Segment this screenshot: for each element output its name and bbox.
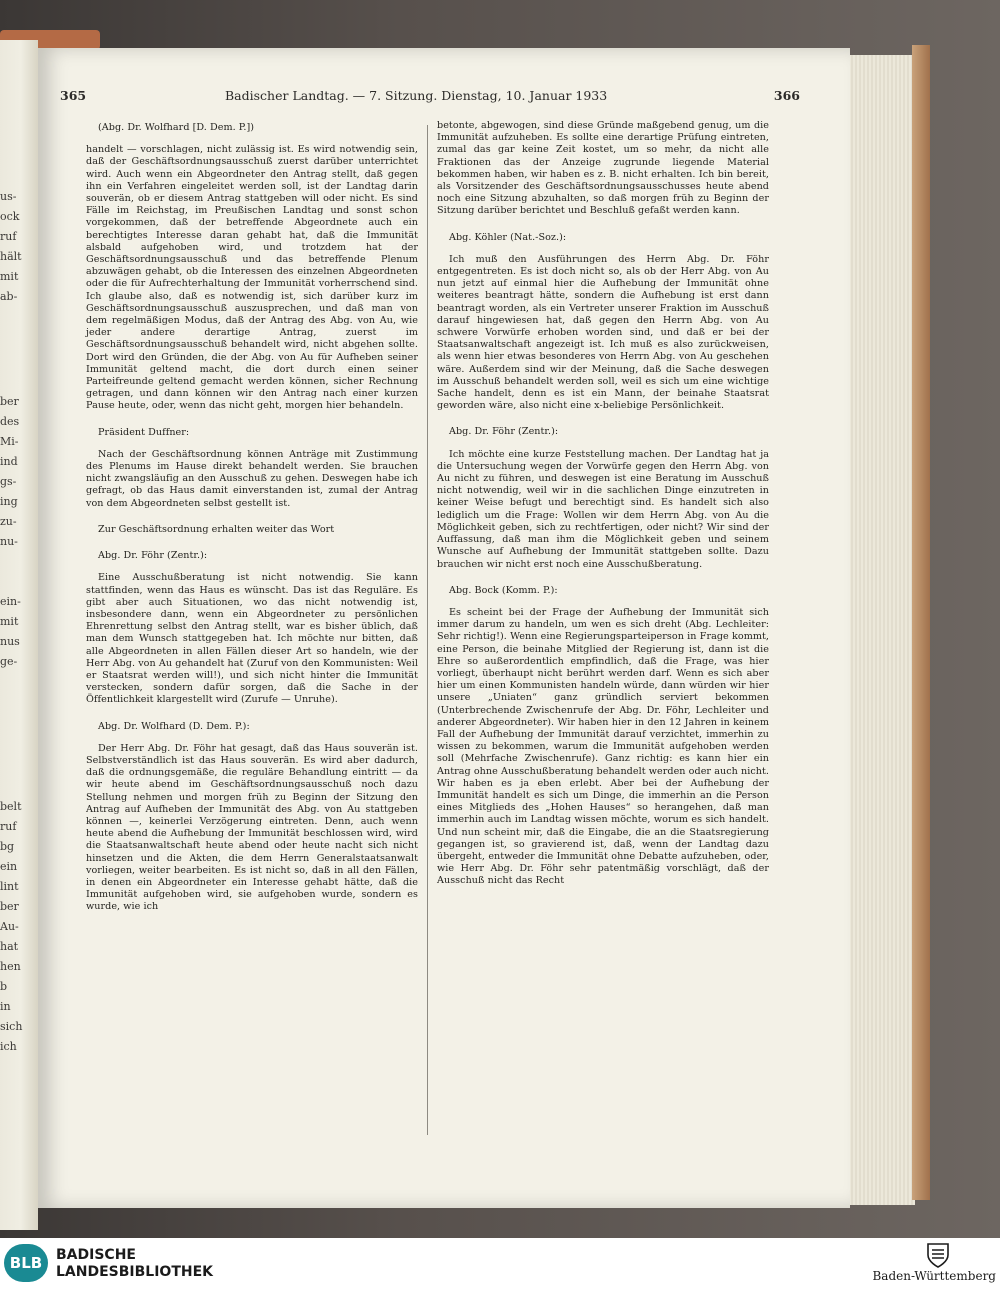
left-margin-fragment: ich [0, 1040, 17, 1053]
left-margin-fragment: sich [0, 1020, 23, 1033]
left-margin-fragment: belt [0, 800, 22, 813]
coat-of-arms-icon [925, 1241, 951, 1269]
left-margin-fragment: hen [0, 960, 21, 973]
left-margin-fragment: nus [0, 635, 20, 648]
left-margin-fragment: in [0, 1000, 11, 1013]
paragraph: Eine Ausschußberatung ist nicht notwendig. Sie kann stattfinden, wenn das Haus es wünscht. Das ist das Reguläre. Es gibt aber auch Situationen, wo das nicht notwendig ist, insbesondere dann, wenn ein Abgeordneter zu persönlichen Ehrenrettung selbst den Antrag stellt, war es bisher üblich, daß man dem Wunsch stattgegeben hat. Ich möchte nur bitten, daß alle Abgeordneten in allen Fällen dieser Art so handeln, wie der Herr Abg. von Au gehandelt hat (Zuruf von den Kommunisten: Weil er Staatsrat werden will!), und sich nicht hinter die Immunität verstecken, sondern dafür sorgen, daß die Sache in der Öffentlichkeit klargestellt wird (Zurufe — Unruhe). [86, 572, 418, 706]
page-header [60, 88, 800, 106]
paragraph: handelt — vorschlagen, nicht zulässig ist. Es wird notwendig sein, daß der Geschäftsordnungsausschuß zuerst darüber unterrichtet wird. Auch wenn ein Abgeordneter den Antrag stellt, daß gegen ihn ein Verfahren eingeleitet werden soll, ist der Landtag darin souverän, ob er diesem Antrag stattgeben will oder nicht. Es sind Fälle im Reichstag, im Preußischen Landtag und sonst schon vorgekommen, daß der betreffende Abgeordnete auch ein berechtigtes Interesse daran gehabt hat, daß die Immunität alsbald aufgehoben wird, und trotzdem hat der Geschäftsordnungsausschuß und das betreffende Plenum abzuwägen gehabt, ob die Interessen des einzelnen Abgeordneten oder die für Aufrechterhaltung der Immunität vorherrschend sind. Ich glaube also, daß es notwendig ist, sich darüber kurz im Geschäftsordnungsausschuß auszusprechen, und daß man von dem regelmäßigen Modus, daß der Antrag des Abg. von Au, wie jeder andere derartige Antrag, zuerst im Geschäftsordnungsausschuß behandelt wird, nicht abgehen sollte. Dort wird den Gründen, die der Abg. von Au für Aufheben seiner Immunität geltend macht, die dort durch einen seiner Parteifreunde geltend gemacht werden können, sicher Rechnung getragen, und dann können wir den Antrag nach einer kurzen Pause heute, oder, wenn das nicht geht, morgen hier behandeln. [86, 144, 418, 412]
library-name-line1: BADISCHE [56, 1247, 136, 1263]
left-margin-fragment: mit [0, 615, 19, 628]
speaker-heading: Abg. Köhler (Nat.-Soz.): [449, 231, 567, 243]
left-text-column [86, 122, 418, 914]
left-margin-fragment: zu- [0, 515, 17, 528]
left-margin-fragment: ock [0, 210, 20, 223]
paragraph: Es scheint bei der Frage der Aufhebung der Immunität sich immer darum zu handeln, um wen es sich dreht (Abg. Lechleiter: Sehr richtig!). Wenn eine Regierungsparteiperson in Frage kommt, eine Person, die beinahe Mitglied der Regierung ist, dann ist die Ehre so außerordentlich empfindlich, daß die Frage, was hier vorliegt, überhaupt nicht berührt werden darf. Wenn es sich aber hier um einen Kommunisten handeln würde, dann würden wir hier unsere „Uniaten“ ganz gründlich serviert bekommen (Unterbrechende Zwischenrufe der Abg. Dr. Föhr, Lechleiter und anderer Abgeordneter). Wir haben hier in den 12 Jahren in keinem Fall der Aufhebung der Immunität darauf verzichtet, immerhin zu wissen zu bekommen, warum die Immunität aufgehoben werden soll (Mehrfache Zwischenrufe). Ganz richtig: es kann hier ein Antrag ohne Ausschußberatung behandelt werden oder auch nicht. Wir haben es ja eben erlebt. Aber bei der Aufhebung der Immunität handelt es sich um Dinge, die immerhin an die Person eines Mitglieds des „Hohen Hauses“ so herangehen, daß man immerhin auch im Landtag wissen möchte, worum es sich handelt. Und nun scheint mir, daß die Eingabe, die an die Staatsregierung gegangen ist, so gravierend ist, daß, wenn der Landtag dazu übergeht, entweder die Immunität ohne Debatte aufzuheben, oder, wie Herr Abg. Dr. Föhr sehr patentmäßig vorschlägt, daß der Ausschuß nicht das Recht [437, 606, 769, 887]
left-margin-fragment: gs- [0, 475, 17, 488]
left-margin-fragment: hält [0, 250, 22, 263]
left-margin-fragment: b [0, 980, 8, 993]
left-margin-fragment: mit [0, 270, 19, 283]
left-margin-fragment: des [0, 415, 20, 428]
page-number-right: 366 [773, 88, 800, 103]
paragraph: Ich möchte eine kurze Feststellung machen. Der Landtag hat ja die Untersuchung wegen der Vorwürfe gegen den Herrn Abg. von Au nicht zu führen, und deswegen ist eine Beratung im Ausschuß nicht notwendig, weil wir in die sachlichen Dinge einzutreten in keiner Weise befugt und berechtigt sind. Es handelt sich also lediglich um die Frage: Wollen wir dem Herrn Abg. von Au die Möglichkeit geben, sich zu rechtfertigen, oder nicht? Wir sind der Auffassung, daß man ihm die Möglichkeit geben und seinem Wunsche auf Aufhebung der Immunität stattgeben sollte. Dazu brauchen wir nicht erst noch eine Ausschußberatung. [437, 448, 769, 570]
paragraph: betonte, abgewogen, sind diese Gründe maßgebend genug, um die Immunität aufzuheben. Es sollte eine derartige Prüfung eintreten, zumal das gar keine Zeit kostet, um so mehr, da nicht alle Fraktionen das der Anzeige zugrunde liegende Material bekommen haben, wir haben es z. B. nicht erhalten. Ich bin bereit, als Vorsitzender des Geschäftsordnungsausschusses heute abend noch eine Sitzung abzuhalten, so daß morgen früh zu Beginn der Sitzung darüber berichtet und Beschluß gefaßt werden kann. [437, 120, 769, 217]
footer-bar [0, 1238, 1000, 1289]
left-margin-fragment: ein [0, 860, 18, 873]
left-margin-fragment: Au- [0, 920, 19, 933]
left-margin-fragment: ge- [0, 655, 18, 668]
speaker-heading: (Abg. Dr. Wolfhard [D. Dem. P.]) [98, 122, 255, 133]
column-divider [427, 125, 428, 1135]
left-margin-fragment: ind [0, 455, 18, 468]
running-title: Badischer Landtag. — 7. Sitzung. Dienstag, 10. Januar 1933 [225, 88, 608, 103]
left-margin-fragment: ein- [0, 595, 21, 608]
paragraph: Nach der Geschäftsordnung können Anträge mit Zustimmung des Plenums im Hause direkt behandelt werden. Sie brauchen nicht zwangsläufig an den Ausschuß zu gehen. Deswegen habe ich gefragt, ob das Haus damit einverstanden ist, zumal der Antrag von dem Abgeordneten selbst gestellt ist. [86, 448, 418, 509]
right-text-column [437, 120, 769, 888]
speaker-heading: Präsident Duffner: [98, 426, 190, 438]
speaker-heading: Abg. Dr. Föhr (Zentr.): [449, 426, 559, 438]
left-margin-fragment: Mi- [0, 435, 19, 448]
speaker-heading: Zur Geschäftsordnung erhalten weiter das Wort [98, 523, 335, 535]
speaker-heading: Abg. Dr. Föhr (Zentr.): [98, 550, 208, 562]
library-name-line2: LANDESBIBLIOTHEK [56, 1264, 214, 1280]
state-name: Baden-Württemberg [872, 1269, 996, 1283]
page-stack-edges [845, 55, 915, 1205]
left-margin-fragment: bg [0, 840, 15, 853]
left-margin-fragment: nu- [0, 535, 18, 548]
paragraph: Ich muß den Ausführungen des Herrn Abg. Dr. Föhr entgegentreten. Es ist doch nicht so, als ob der Herr Abg. von Au nun jetzt auf einmal hier die Aufhebung der Immunität ohne weiteres beantragt hätte, sondern die Aufhebung ist erst dann beantragt worden, als ein Vertreter unserer Fraktion im Ausschuß darauf hingewiesen hat, daß gegen den Herrn Abg. von Au schwere Vorwürfe erhoben worden sind, und daß er bei der Staatsanwaltschaft angezeigt ist. Ich muß es also zurückweisen, als wenn hier etwas besonderes von Herrn Abg. von Au geschehen wäre. Außerdem sind wir der Meinung, daß die Sache deswegen im Ausschuß behandelt werden soll, weil es sich um eine wichtige Sache handelt, denn es ist ein Mann, der beinahe Staatsrat geworden wäre, also nicht eine x-beliebige Persönlichkeit. [437, 253, 769, 412]
blb-logo: BLB [4, 1244, 48, 1282]
left-margin-fragment: ing [0, 495, 18, 508]
page-number-left: 365 [60, 88, 87, 103]
speaker-heading: Abg. Bock (Komm. P.): [449, 584, 558, 596]
book-cover-right [912, 45, 930, 1200]
left-margin-fragment: ber [0, 900, 19, 913]
left-margin-fragment: hat [0, 940, 19, 953]
left-margin-fragment: ruf [0, 230, 17, 243]
left-margin-fragment: us- [0, 190, 17, 203]
left-page-edge [0, 40, 38, 1230]
left-margin-fragment: ruf [0, 820, 17, 833]
left-margin-fragment: ab- [0, 290, 18, 303]
library-name [56, 1247, 213, 1281]
left-margin-fragment: ber [0, 395, 19, 408]
speaker-heading: Abg. Dr. Wolfhard (D. Dem. P.): [98, 720, 250, 732]
paragraph: Der Herr Abg. Dr. Föhr hat gesagt, daß das Haus souverän ist. Selbstverständlich ist das Haus souverän. Es wird aber dadurch, daß die ordnungsgemäße, die reguläre Behandlung eintritt — da wir heute abend im Geschäftsordnungsausschuß noch dazu Stellung nehmen und morgen früh zu Beginn der Sitzung den Antrag auf Aufheben der Immunität des Abg. von Au stattgeben können —, keinerlei Verzögerung eintreten. Denn, auch wenn heute abend die Aufhebung der Immunität beschlossen wird, wird die Staatsanwaltschaft heute abend oder heute nacht sich nicht hinsetzen und die Akten, die dem Herrn Generalstaatsanwalt vorliegen, weiter bearbeiten. Es ist nicht so, daß in all den Fällen, in denen ein Abgeordneter ein Interesse gehabt hätte, daß die Immunität aufgehoben wird, sie aufgehoben wurde, sondern es wurde, wie ich [86, 742, 418, 913]
left-margin-fragment: lint [0, 880, 19, 893]
